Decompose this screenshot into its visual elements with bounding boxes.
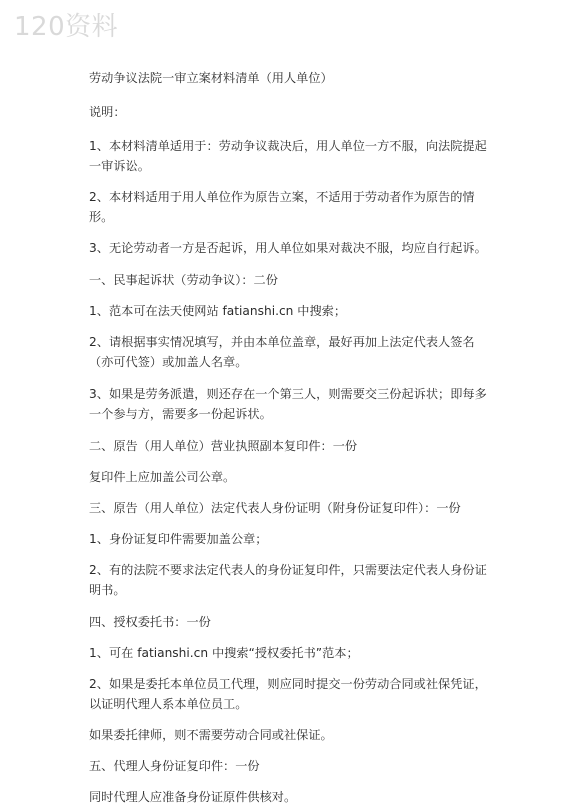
- watermark-logo: 120资料: [14, 12, 119, 42]
- paragraph-note-3: 3、无论劳动者一方是否起诉，用人单位如果对裁决不服，均应自行起诉。: [89, 241, 487, 255]
- paragraph-note-2: 2、本材料适用于用人单位作为原告立案，不适用于劳动者作为原告的情形。: [89, 190, 475, 224]
- paragraph-power-of-attorney-2: 2、如果是委托本单位员工代理，则应同时提交一份劳动合同或社保凭证，以证明代理人系本单位员工。: [89, 677, 487, 711]
- paragraph-complaint-2: 2、请根据事实情况填写，并由本单位盖章，最好再加上法定代表人签名（亦可代签）或加盖人名章。: [89, 335, 475, 369]
- paragraph-license-1: 复印件上应加盖公司公章。: [89, 470, 236, 484]
- paragraph-agent-id-1: 同时代理人应准备身份证原件供核对。: [89, 790, 297, 804]
- document-title: 劳动争议法院一审立案材料清单（用人单位）: [89, 71, 333, 85]
- paragraph-complaint-3: 3、如果是劳务派遣，则还存在一个第三人，则需要交三份起诉状；即每多一个参与方，需要多一份起诉状。: [89, 387, 487, 421]
- paragraph-legal-rep-1: 1、身份证复印件需要加盖公章；: [89, 532, 268, 546]
- paragraph-legal-rep-2: 2、有的法院不要求法定代表人的身份证复印件，只需要法定代表人身份证明书。: [89, 563, 487, 597]
- paragraph-note-1: 1、本材料清单适用于：劳动争议裁决后，用人单位一方不服，向法院提起一审诉讼。: [89, 139, 487, 173]
- paragraph-power-of-attorney-1: 1、可在 fatianshi.cn 中搜索“授权委托书”范本；: [89, 646, 359, 660]
- document-body: [89, 68, 489, 807]
- section-heading-legal-rep: 三、原告（用人单位）法定代表人身份证明（附身份证复印件）：一份: [89, 501, 461, 515]
- paragraph-power-of-attorney-3: 如果委托律师，则不需要劳动合同或社保证。: [89, 728, 333, 742]
- paragraph-note-heading: 说明：: [89, 105, 126, 119]
- section-heading-license: 二、原告（用人单位）营业执照副本复印件：一份: [89, 439, 358, 453]
- section-heading-power-of-attorney: 四、授权委托书：一份: [89, 615, 211, 629]
- section-heading-agent-id: 五、代理人身份证复印件：一份: [89, 759, 260, 773]
- paragraph-complaint-1: 1、范本可在法天使网站 fatianshi.cn 中搜索；: [89, 304, 347, 318]
- section-heading-complaint: 一、民事起诉状（劳动争议）：二份: [89, 273, 278, 287]
